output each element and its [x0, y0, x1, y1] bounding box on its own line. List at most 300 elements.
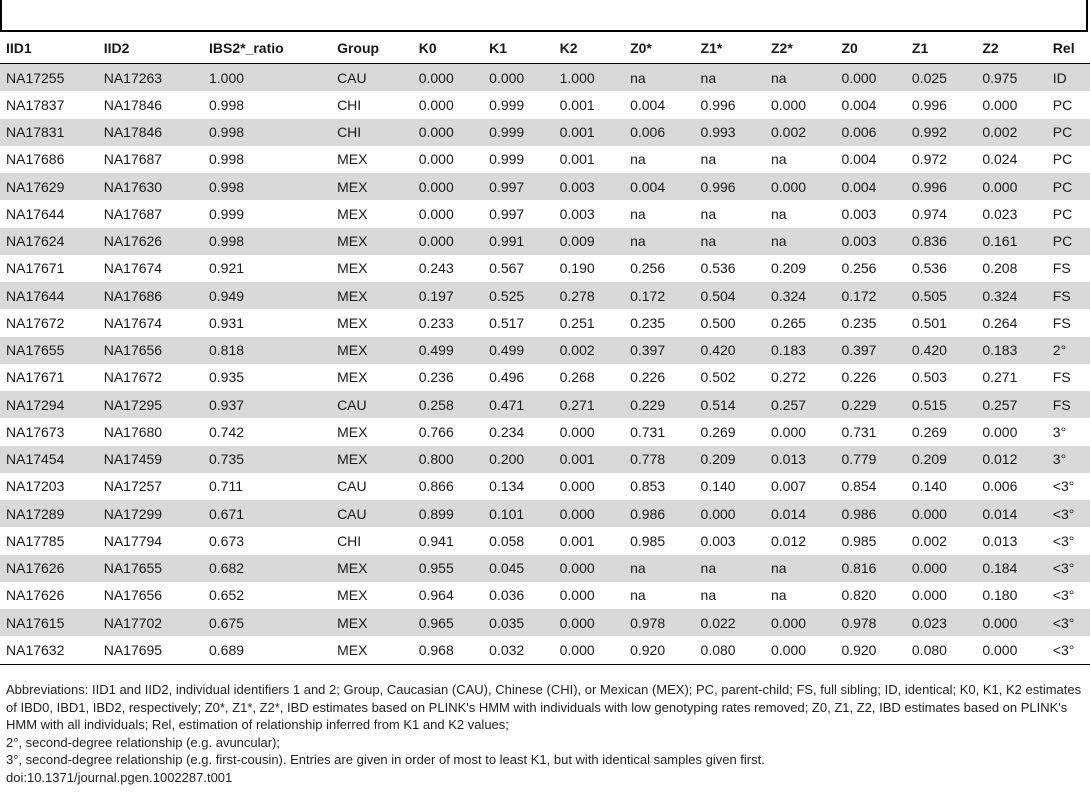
table-cell: 0.022: [695, 609, 765, 636]
relationship-table: [0, 32, 1090, 665]
table-cell: 0.004: [835, 173, 905, 200]
table-cell: 0.000: [483, 64, 553, 92]
table-cell: PC: [1047, 228, 1090, 255]
table-cell: 0.800: [413, 446, 483, 473]
table-cell: 0.269: [700, 423, 736, 440]
footnote-text: 2°, second-degree relationship (e.g. avuncular);: [6, 734, 281, 750]
table-cell: 0.818: [203, 337, 331, 364]
table-cell: na: [630, 151, 646, 168]
table-cell: na: [695, 228, 765, 255]
table-cell: 0.101: [483, 500, 553, 527]
table-cell: MEX: [337, 369, 368, 386]
column-header: IID1: [0, 32, 98, 64]
table-cell: <3°: [1052, 532, 1075, 549]
table-cell: 0.025: [906, 64, 976, 92]
table-cell: 0.000: [559, 478, 595, 495]
table-cell: 0.711: [209, 478, 243, 495]
table-cell: MEX: [331, 609, 413, 636]
table-cell: 0.999: [483, 119, 553, 146]
table-cell: 0.004: [630, 96, 666, 113]
table-cell: 0.000: [554, 636, 624, 664]
table-cell: 0.271: [554, 391, 624, 418]
table-cell: NA17671: [6, 369, 65, 386]
table-cell: <3°: [1047, 609, 1090, 636]
table-cell: NA17837: [6, 96, 65, 113]
table-row: [0, 173, 1090, 200]
table-cell: 0.652: [209, 587, 245, 604]
table-cell: 0.675: [203, 609, 331, 636]
table-cell: PC: [1052, 151, 1073, 168]
table-cell: PC: [1047, 173, 1090, 200]
table-cell: NA17655: [98, 555, 203, 582]
table-cell: 0.023: [982, 205, 1018, 222]
table-cell: 0.986: [835, 500, 905, 527]
table-cell: na: [695, 64, 765, 92]
table-cell: 0.001: [559, 532, 595, 549]
table-cell: 0.256: [630, 260, 666, 277]
table-cell: 0.272: [770, 369, 807, 386]
table-cell: 0.998: [203, 119, 331, 146]
table-cell: NA17794: [103, 532, 163, 549]
table-cell: 0.140: [700, 478, 736, 495]
table-cell: 0.209: [770, 260, 807, 277]
table-cell: 0.251: [559, 314, 595, 331]
table-cell: 0.000: [418, 205, 454, 222]
table-cell: na: [765, 64, 835, 92]
table-row: [0, 555, 1090, 582]
table-cell: 0.000: [765, 173, 835, 200]
table-cell: 0.505: [906, 282, 976, 309]
table-cell: CHI: [337, 532, 362, 549]
column-header: Z1: [906, 32, 976, 64]
table-row: [0, 418, 1090, 445]
table-cell: na: [765, 228, 835, 255]
table-cell: 0.000: [906, 555, 976, 582]
table-cell: 0.997: [489, 205, 525, 222]
table-cell: 0.134: [489, 478, 525, 495]
table-cell: na: [700, 151, 717, 168]
table-cell: 0.499: [483, 337, 553, 364]
table-cell: 0.278: [554, 282, 624, 309]
column-header: Z1*: [695, 32, 765, 64]
table-cell: FS: [1047, 391, 1090, 418]
column-header: IID2: [98, 32, 203, 64]
table-cell: 0.731: [630, 423, 666, 440]
column-header: Z0*: [624, 32, 694, 64]
column-header: Rel: [1047, 32, 1090, 64]
table-cell: NA17263: [98, 64, 203, 92]
table-cell: 0.935: [209, 369, 245, 386]
footnote-text: 3°, second-degree relationship (e.g. first-cousin). Entries are given in order of most to least K1, but with identical samples given first.: [6, 752, 765, 767]
footnote-text: Abbreviations: IID1 and IID2, individual identifiers 1 and 2; Group, Caucasian (CAU), Chinese (CHI), or Mexican (MEX); PC, parent-child; FS, full sibling; ID, identical; K0, K1, K2 estimates of IBD0, IBD1, IBD2, respectively; Z0*, Z1*, Z2*, IBD estimates based on PLINK's HMM with individuals with low genotyping rates removed; Z0, Z1, Z2, IBD estimates based on PLINK's HMM with all individuals; Rel, estimation of relationship inferred from K1 and K2 values;: [6, 682, 1082, 732]
table-cell: 0.997: [483, 173, 553, 200]
table-cell: 0.000: [976, 173, 1046, 200]
table-cell: 0.536: [911, 260, 947, 277]
table-cell: 0.820: [841, 587, 877, 604]
table-cell: PC: [1052, 205, 1073, 222]
table-cell: NA17203: [6, 478, 65, 495]
table-cell: 0.002: [765, 119, 835, 146]
table-body: [0, 64, 1090, 665]
table-cell: 0.000: [418, 151, 454, 168]
table-cell: 0.172: [835, 282, 905, 309]
table-cell: 0.006: [624, 119, 694, 146]
table-cell: 0.257: [976, 391, 1046, 418]
table-cell: 3°: [1047, 446, 1090, 473]
table-cell: 0.671: [203, 500, 331, 527]
table-cell: 0.000: [413, 64, 483, 92]
table-cell: 0.779: [835, 446, 905, 473]
table-cell: MEX: [337, 587, 368, 604]
table-cell: 1.000: [203, 64, 331, 92]
table-cell: 0.998: [209, 151, 245, 168]
table-cell: 0.190: [559, 260, 595, 277]
table-cell: 0.000: [976, 636, 1046, 664]
table-cell: 0.080: [695, 636, 765, 664]
table-cell: 0.000: [413, 173, 483, 200]
table-cell: 0.140: [911, 478, 947, 495]
table-cell: NA17695: [98, 636, 203, 664]
table-cell: 0.420: [695, 337, 765, 364]
table-cell: MEX: [337, 314, 368, 331]
table-cell: 0.024: [982, 151, 1018, 168]
table-cell: na: [700, 205, 717, 222]
table-cell: 0.257: [765, 391, 835, 418]
table-cell: MEX: [337, 260, 368, 277]
table-row: [0, 582, 1090, 609]
table-cell: 0.014: [976, 500, 1046, 527]
table-row: [0, 146, 1090, 173]
table-cell: 0.226: [630, 369, 666, 386]
table-cell: NA17672: [6, 314, 65, 331]
table-cell: 3°: [1052, 423, 1067, 440]
table-cell: 0.968: [413, 636, 483, 664]
table-cell: MEX: [337, 151, 368, 168]
table-cell: 0.004: [841, 151, 877, 168]
table-cell: 0.000: [976, 609, 1046, 636]
table-cell: 0.058: [489, 532, 525, 549]
table-cell: 0.517: [489, 314, 525, 331]
table-cell: 0.208: [982, 260, 1018, 277]
table-cell: 0.673: [209, 532, 245, 549]
table-cell: na: [695, 555, 765, 582]
table-cell: 0.689: [203, 636, 331, 664]
table-cell: 0.985: [841, 532, 877, 549]
table-cell: NA17671: [6, 260, 65, 277]
table-cell: 0.999: [489, 96, 525, 113]
table-cell: 0.269: [911, 423, 947, 440]
table-cell: 0.000: [554, 500, 624, 527]
table-cell: 0.007: [770, 478, 807, 495]
table-cell: na: [770, 151, 787, 168]
table-cell: 0.197: [413, 282, 483, 309]
table-header-row: [0, 32, 1090, 64]
table-cell: 0.986: [624, 500, 694, 527]
table-cell: 0.200: [483, 446, 553, 473]
table-cell: 2°: [1047, 337, 1090, 364]
table-cell: <3°: [1052, 478, 1075, 495]
table-footnotes: [6, 681, 1086, 786]
table-cell: 0.996: [700, 96, 736, 113]
table-cell: na: [630, 205, 646, 222]
table-cell: 0.992: [906, 119, 976, 146]
table-cell: NA17686: [6, 151, 65, 168]
table-cell: na: [770, 205, 787, 222]
table-cell: na: [624, 64, 694, 92]
table-cell: NA17687: [103, 151, 163, 168]
table-cell: 0.003: [841, 205, 877, 222]
table-cell: NA17454: [0, 446, 98, 473]
table-cell: 0.229: [624, 391, 694, 418]
table-cell: 0.921: [209, 260, 245, 277]
table-cell: 0.235: [841, 314, 877, 331]
table-cell: PC: [1052, 96, 1073, 113]
table-cell: 0.000: [770, 96, 807, 113]
column-header: Z2*: [765, 32, 835, 64]
table-cell: 0.003: [554, 173, 624, 200]
table-cell: 0.999: [209, 205, 245, 222]
table-cell: MEX: [337, 423, 368, 440]
table-cell: 0.866: [418, 478, 454, 495]
table-cell: 0.001: [554, 446, 624, 473]
table-row: [0, 527, 1090, 554]
table-cell: 0.501: [911, 314, 947, 331]
table-cell: 0.002: [911, 532, 947, 549]
table-cell: 0.000: [765, 609, 835, 636]
table-cell: 0.226: [841, 369, 877, 386]
table-cell: 0.209: [906, 446, 976, 473]
table-cell: MEX: [331, 173, 413, 200]
table-cell: 0.265: [770, 314, 807, 331]
table-cell: 0.899: [413, 500, 483, 527]
table-cell: 0.000: [413, 119, 483, 146]
table-cell: 0.996: [911, 96, 947, 113]
table-cell: <3°: [1047, 636, 1090, 664]
table-cell: 0.397: [835, 337, 905, 364]
table-cell: 0.515: [906, 391, 976, 418]
table-cell: 0.184: [976, 555, 1046, 582]
table-cell: 0.000: [982, 423, 1018, 440]
table-cell: NA17656: [98, 337, 203, 364]
table-cell: <3°: [1047, 500, 1090, 527]
table-cell: 0.471: [483, 391, 553, 418]
table-cell: 0.816: [835, 555, 905, 582]
table-cell: 0.271: [982, 369, 1018, 386]
table-cell: NA17630: [98, 173, 203, 200]
table-row: [0, 91, 1090, 118]
table-cell: 0.209: [695, 446, 765, 473]
table-cell: na: [770, 587, 787, 604]
table-cell: na: [630, 587, 646, 604]
table-cell: 0.000: [982, 96, 1018, 113]
table-cell: NA17644: [6, 205, 65, 222]
table-cell: 0.243: [418, 260, 454, 277]
table-cell: NA17644: [0, 282, 98, 309]
table-cell: 0.023: [906, 609, 976, 636]
table-row: [0, 119, 1090, 146]
table-cell: 0.268: [559, 369, 595, 386]
table-cell: NA17674: [103, 314, 163, 331]
table-cell: 0.264: [982, 314, 1018, 331]
table-cell: CAU: [331, 391, 413, 418]
table-cell: 0.931: [209, 314, 245, 331]
table-cell: NA17299: [98, 500, 203, 527]
table-cell: FS: [1052, 260, 1071, 277]
table-cell: 0.998: [203, 228, 331, 255]
table-cell: NA17257: [103, 478, 163, 495]
table-cell: 1.000: [554, 64, 624, 92]
table-cell: 0.996: [906, 173, 976, 200]
table-cell: NA17626: [0, 555, 98, 582]
table-cell: 0.514: [695, 391, 765, 418]
column-header: Z0: [835, 32, 905, 64]
table-cell: 0.920: [835, 636, 905, 664]
table-cell: 0.972: [911, 151, 947, 168]
column-header: Z2: [976, 32, 1046, 64]
table-cell: PC: [1047, 119, 1090, 146]
table-cell: 0.258: [413, 391, 483, 418]
table-cell: 0.003: [835, 228, 905, 255]
table-cell: NA17289: [0, 500, 98, 527]
table-row: [0, 500, 1090, 527]
table-cell: <3°: [1047, 555, 1090, 582]
table-cell: 0.949: [203, 282, 331, 309]
table-cell: NA17255: [0, 64, 98, 92]
table-cell: 0.004: [624, 173, 694, 200]
table-cell: 0.183: [765, 337, 835, 364]
table-cell: 0.000: [559, 423, 595, 440]
table-cell: 0.003: [559, 205, 595, 222]
table-row: [0, 636, 1090, 664]
table-cell: 0.001: [559, 151, 595, 168]
table-cell: 0.500: [700, 314, 736, 331]
table-cell: 0.161: [976, 228, 1046, 255]
table-cell: 0.004: [841, 96, 877, 113]
table-cell: 0.012: [770, 532, 807, 549]
table-row: [0, 364, 1090, 391]
table-cell: 0.000: [418, 96, 454, 113]
table-cell: 0.000: [559, 587, 595, 604]
table-cell: 0.012: [976, 446, 1046, 473]
table-cell: 0.006: [982, 478, 1018, 495]
table-cell: NA17632: [0, 636, 98, 664]
table-cell: NA17674: [103, 260, 163, 277]
table-cell: 0.000: [906, 500, 976, 527]
table-cell: 0.003: [700, 532, 736, 549]
table-cell: 0.013: [982, 532, 1018, 549]
table-cell: MEX: [331, 636, 413, 664]
table-cell: 0.256: [841, 260, 877, 277]
table-cell: na: [700, 587, 717, 604]
table-cell: NA17629: [0, 173, 98, 200]
table-cell: CAU: [331, 64, 413, 92]
table-cell: ID: [1047, 64, 1090, 92]
table-cell: MEX: [331, 555, 413, 582]
table-cell: 0.778: [624, 446, 694, 473]
table-cell: 0.991: [483, 228, 553, 255]
table-cell: NA17459: [98, 446, 203, 473]
table-cell: 0.536: [700, 260, 736, 277]
table-cell: 0.000: [413, 228, 483, 255]
table-row: [0, 282, 1090, 309]
column-header: IBS2*_ratio: [203, 32, 331, 64]
table-cell: NA17687: [103, 205, 163, 222]
table-cell: 0.080: [906, 636, 976, 664]
table-cell: 0.735: [203, 446, 331, 473]
table-cell: 0.000: [695, 500, 765, 527]
table-cell: 0.742: [209, 423, 245, 440]
table-cell: CHI: [337, 96, 362, 113]
table-cell: NA17785: [6, 532, 65, 549]
table-cell: 0.000: [554, 555, 624, 582]
table-cell: NA17831: [0, 119, 98, 146]
table-cell: 0.525: [483, 282, 553, 309]
table-cell: NA17686: [98, 282, 203, 309]
table-cell: 0.397: [624, 337, 694, 364]
table-cell: 0.035: [483, 609, 553, 636]
table-cell: na: [765, 555, 835, 582]
table-cell: 0.985: [630, 532, 666, 549]
table-cell: MEX: [331, 337, 413, 364]
table-row: [0, 255, 1090, 282]
table-cell: 0.920: [624, 636, 694, 664]
table-cell: 0.502: [700, 369, 736, 386]
table-cell: NA17672: [103, 369, 163, 386]
table-cell: 0.965: [413, 609, 483, 636]
table-top-border: [0, 0, 1088, 32]
table-cell: NA17846: [103, 96, 163, 113]
table-cell: 0.013: [765, 446, 835, 473]
table-cell: 0.567: [489, 260, 525, 277]
table-cell: 0.999: [489, 151, 525, 168]
table-cell: 0.229: [835, 391, 905, 418]
table-cell: 0.000: [765, 636, 835, 664]
table-cell: MEX: [331, 282, 413, 309]
table-cell: 0.978: [835, 609, 905, 636]
table-cell: 0.172: [624, 282, 694, 309]
table-cell: NA17846: [98, 119, 203, 146]
table-cell: NA17615: [0, 609, 98, 636]
table-cell: 0.233: [418, 314, 454, 331]
table-cell: 0.000: [835, 64, 905, 92]
table-cell: na: [624, 555, 694, 582]
table-cell: 0.766: [418, 423, 454, 440]
table-cell: NA17656: [103, 587, 163, 604]
table-cell: 0.002: [554, 337, 624, 364]
table-cell: 0.234: [489, 423, 525, 440]
table-cell: 0.420: [906, 337, 976, 364]
table-cell: 0.504: [695, 282, 765, 309]
table-cell: 0.036: [489, 587, 525, 604]
table-cell: 0.014: [765, 500, 835, 527]
column-header: K0: [413, 32, 483, 64]
table-cell: 0.235: [630, 314, 666, 331]
table-cell: 0.836: [906, 228, 976, 255]
table-row: [0, 64, 1090, 92]
table-cell: 0.955: [413, 555, 483, 582]
table-cell: 0.974: [911, 205, 947, 222]
table-cell: 0.975: [976, 64, 1046, 92]
table-row: [0, 200, 1090, 227]
table-cell: 0.324: [765, 282, 835, 309]
table-cell: CAU: [337, 478, 367, 495]
table-row: [0, 228, 1090, 255]
table-cell: MEX: [337, 205, 368, 222]
table-cell: 0.000: [770, 423, 807, 440]
table-row: [0, 391, 1090, 418]
table-cell: FS: [1052, 369, 1071, 386]
table-cell: 0.499: [413, 337, 483, 364]
